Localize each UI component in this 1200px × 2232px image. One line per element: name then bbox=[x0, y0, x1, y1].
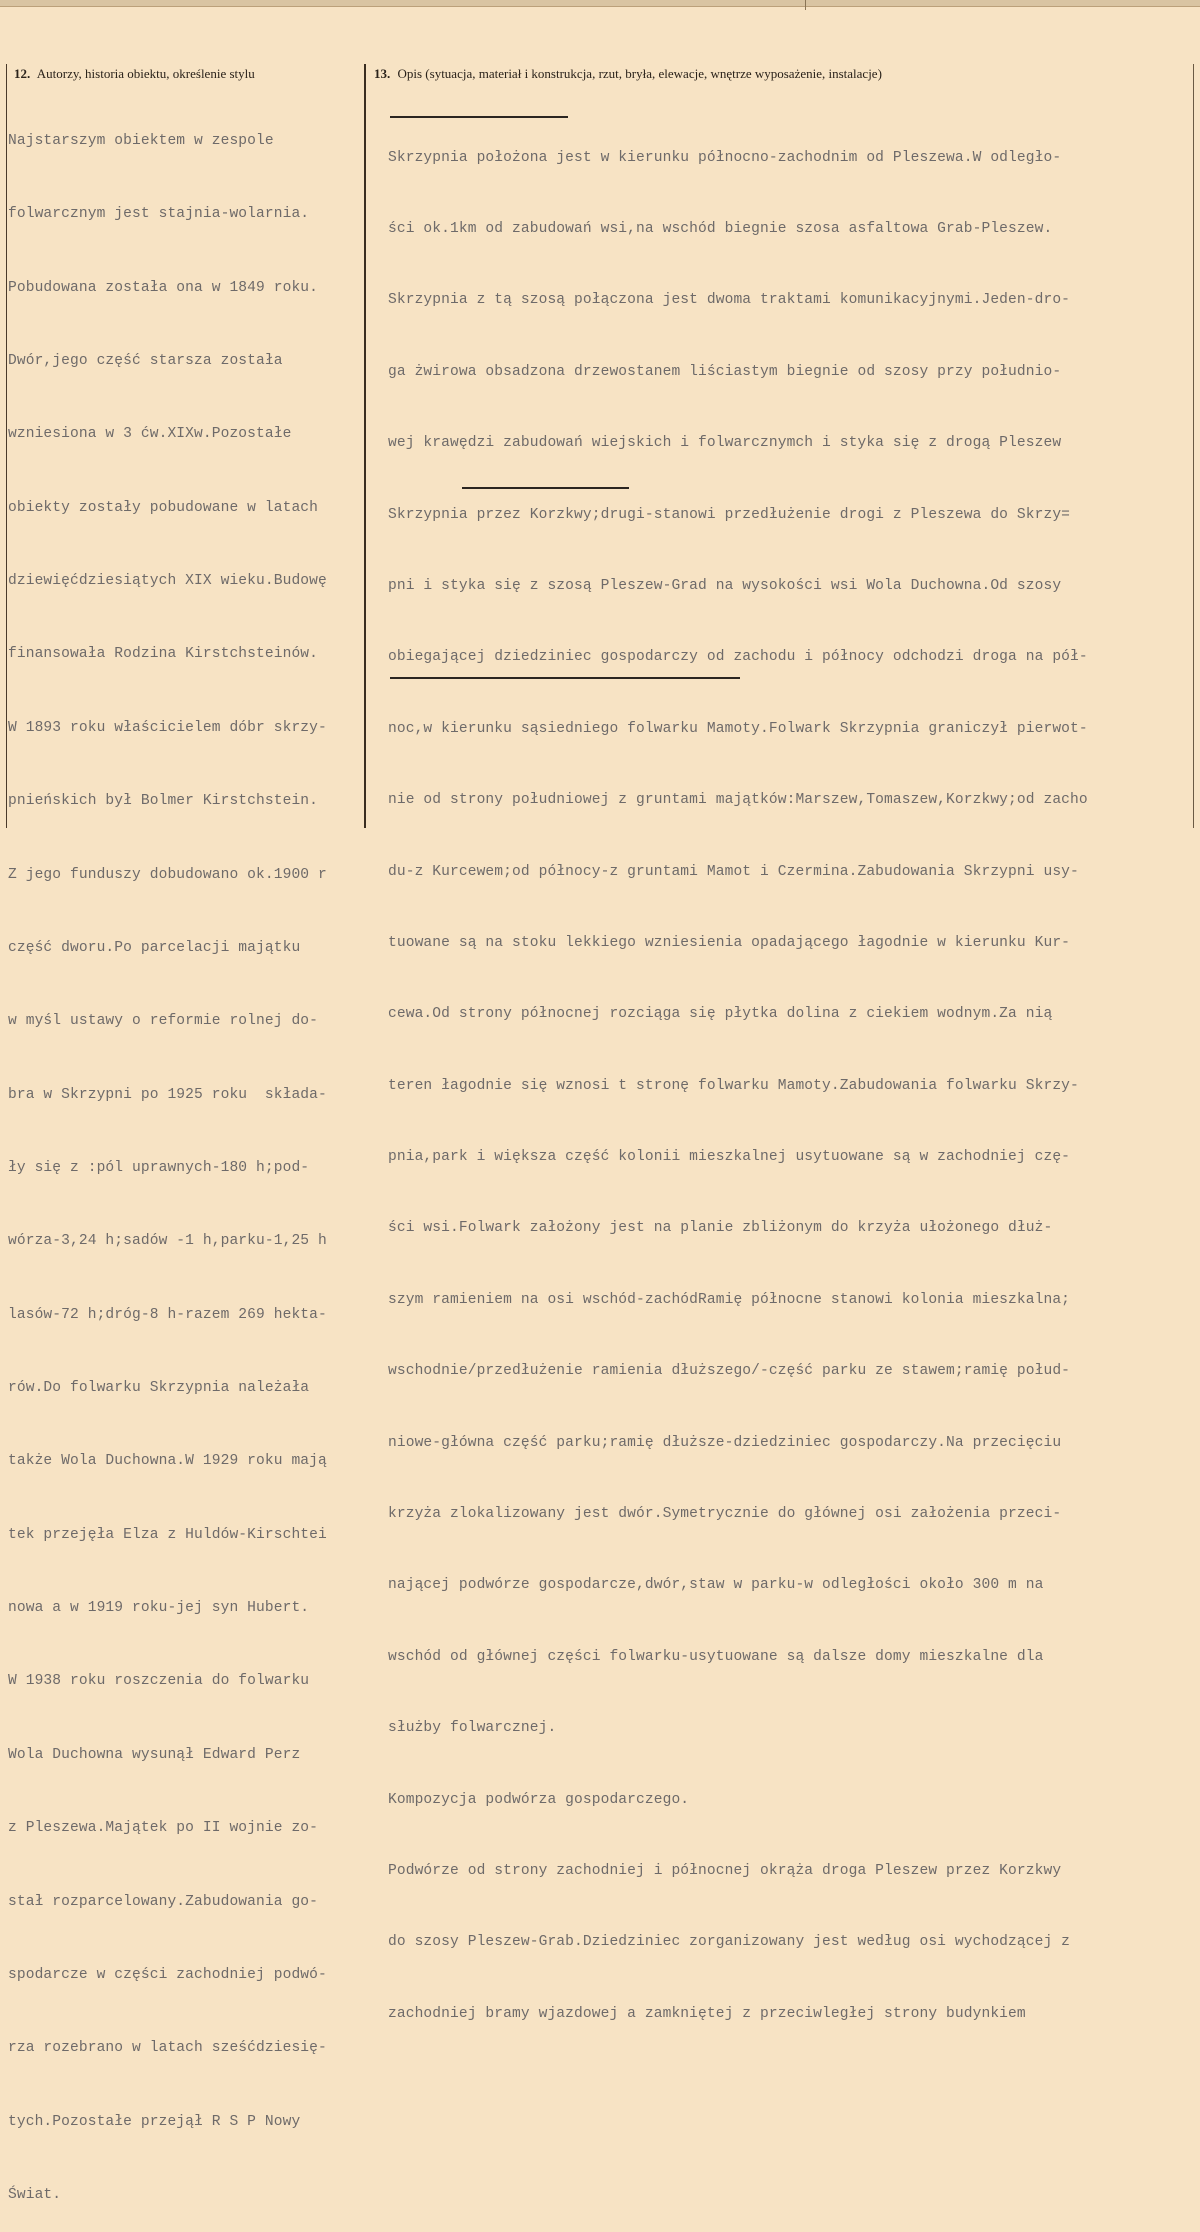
text-line: wórza-3,24 h;sadów -1 h,parku-1,25 h bbox=[8, 1233, 327, 1250]
text-line: ga żwirowa obsadzona drzewostanem liściastym biegnie od szosy przy południo- bbox=[388, 363, 1062, 380]
text-line: Wola Duchowna wysunął Edward Perz bbox=[8, 1746, 301, 1763]
text-line: Skrzypnia przez Korzkwy;drugi-stanowi przedłużenie drogi z Pleszewa do Skrzy= bbox=[388, 506, 1071, 523]
text-line: stał rozparcelowany.Zabudowania go- bbox=[8, 1893, 319, 1910]
text-line: nowa a w 1919 roku-jej syn Hubert. bbox=[8, 1600, 310, 1617]
text-line: W 1938 roku roszczenia do folwarku bbox=[8, 1673, 310, 1690]
text-line: także Wola Duchowna.W 1929 roku mają bbox=[8, 1453, 327, 1470]
text-line: Podwórze od strony zachodniej i północnej okrąża droga Pleszew przez Korzkwy bbox=[388, 1862, 1062, 1879]
text-line: Z jego funduszy dobudowano ok.1900 r bbox=[8, 866, 327, 883]
text-line: nającej podwórze gospodarcze,dwór,staw w parku-w odległości około 300 m na bbox=[388, 1577, 1044, 1594]
section-12-number: 12. bbox=[14, 66, 31, 81]
text-line: Dwór,jego część starsza została bbox=[8, 352, 283, 369]
text-line: w myśl ustawy o reformie rolnej do- bbox=[8, 1013, 319, 1030]
text-line: służby folwarcznej. bbox=[388, 1720, 557, 1737]
hand-underline bbox=[390, 116, 568, 118]
section-13-number: 13. bbox=[374, 66, 391, 81]
text-line: rza rozebrano w latach sześćdziesię- bbox=[8, 2040, 327, 2057]
text-line: cewa.Od strony północnej rozciąga się płytka dolina z ciekiem wodnym.Za nią bbox=[388, 1006, 1053, 1023]
text-line: Pobudowana została ona w 1849 roku. bbox=[8, 279, 319, 296]
text-line: W 1893 roku właścicielem dóbr skrzy- bbox=[8, 719, 327, 736]
text-line: z Pleszewa.Majątek po II wojnie zo- bbox=[8, 1820, 319, 1837]
text-line: wschód od głównej części folwarku-usytuowane są dalsze domy mieszkalne dla bbox=[388, 1648, 1044, 1665]
text-line: du-z Kurcewem;od północy-z gruntami Mamot i Czermina.Zabudowania Skrzypni usy- bbox=[388, 863, 1079, 880]
section-13-header bbox=[374, 66, 882, 82]
text-line: niowe-główna część parku;ramię dłuższe-dziedziniec gospodarczy.Na przecięciu bbox=[388, 1434, 1062, 1451]
section-13-typed-text bbox=[388, 99, 1088, 2050]
top-edge-tick bbox=[805, 0, 806, 10]
text-line: tych.Pozostałe przejął R S P Nowy bbox=[8, 2113, 301, 2130]
text-line: do szosy Pleszew-Grab.Dziedziniec zorganizowany jest według osi wychodzącej z bbox=[388, 1934, 1071, 1951]
section-12-typed-text bbox=[8, 80, 327, 2232]
hand-underline bbox=[462, 487, 629, 489]
text-line: tek przejęła Elza z Huldów-Kirschtei bbox=[8, 1526, 327, 1543]
section-13-title: Opis (sytuacja, materiał i konstrukcja, rzut, bryła, elewacje, wnętrze wyposażenie, instalacje) bbox=[397, 66, 882, 81]
text-line: ści ok.1km od zabudowań wsi,na wschód biegnie szosa asfaltowa Grab-Pleszew. bbox=[388, 220, 1053, 237]
text-line: Kompozycja podwórza gospodarczego. bbox=[388, 1791, 690, 1808]
text-line: bra w Skrzypni po 1925 roku składa- bbox=[8, 1086, 327, 1103]
text-line: finansowała Rodzina Kirstchsteinów. bbox=[8, 646, 319, 663]
left-frame-line bbox=[6, 64, 7, 828]
text-line: obiekty zostały pobudowane w latach bbox=[8, 499, 319, 516]
text-line: wschodnie/przedłużenie ramienia dłuższego/-część parku ze stawem;ramię połud- bbox=[388, 1363, 1071, 1380]
text-line: dziewięćdziesiątych XIX wieku.Budowę bbox=[8, 573, 327, 590]
text-line: ści wsi.Folwark założony jest na planie zbliżonym do krzyża ułożonego dłuż- bbox=[388, 1220, 1053, 1237]
text-line: wzniesiona w 3 ćw.XIXw.Pozostałe bbox=[8, 426, 292, 443]
text-line: rów.Do folwarku Skrzypnia należała bbox=[8, 1380, 310, 1397]
text-line: pnieńskich był Bolmer Kirstchstein. bbox=[8, 793, 319, 810]
text-line: krzyża zlokalizowany jest dwór.Symetrycznie do głównej osi założenia przeci- bbox=[388, 1506, 1062, 1523]
text-line: Najstarszym obiektem w zespole bbox=[8, 132, 274, 149]
text-line: Skrzypnia położona jest w kierunku północno-zachodnim od Pleszewa.W odległo- bbox=[388, 149, 1062, 166]
text-line: wej krawędzi zabudowań wiejskich i folwarcznymch i styka się z drogą Pleszew bbox=[388, 435, 1062, 452]
hand-underline bbox=[390, 677, 740, 679]
right-frame-line bbox=[1193, 64, 1194, 828]
text-line: ły się z :pól uprawnych-180 h;pod- bbox=[8, 1159, 310, 1176]
column-divider bbox=[364, 64, 366, 828]
text-line: teren łagodnie się wznosi t stronę folwarku Mamoty.Zabudowania folwarku Skrzy- bbox=[388, 1077, 1079, 1094]
text-line: pni i styka się z szosą Pleszew-Grad na wysokości wsi Wola Duchowna.Od szosy bbox=[388, 577, 1062, 594]
text-line: zachodniej bramy wjazdowej a zamkniętej z przeciwległej strony budynkiem bbox=[388, 2005, 1026, 2022]
text-line: lasów-72 h;dróg-8 h-razem 269 hekta- bbox=[8, 1306, 327, 1323]
text-line: noc,w kierunku sąsiedniego folwarku Mamoty.Folwark Skrzypnia graniczył pierwot- bbox=[388, 720, 1088, 737]
text-line: część dworu.Po parcelacji majątku bbox=[8, 939, 301, 956]
text-line: Świat. bbox=[8, 2186, 62, 2203]
text-line: pnia,park i większa część kolonii mieszkalnej usytuowane są w zachodniej czę- bbox=[388, 1149, 1071, 1166]
text-line: szym ramieniem na osi wschód-zachódRamię północne stanowi kolonia mieszkalna; bbox=[388, 1291, 1071, 1308]
text-line: folwarcznym jest stajnia-wolarnia. bbox=[8, 206, 310, 223]
text-line: spodarcze w części zachodniej podwó- bbox=[8, 1966, 327, 1983]
text-line: Skrzypnia z tą szosą połączona jest dwoma traktami komunikacyjnymi.Jeden-dro- bbox=[388, 292, 1071, 309]
text-line: tuowane są na stoku lekkiego wzniesienia opadającego łagodnie w kierunku Kur- bbox=[388, 934, 1071, 951]
text-line: nie od strony południowej z gruntami majątków:Marszew,Tomaszew,Korzkwy;od zacho bbox=[388, 792, 1088, 809]
section-12-title: Autorzy, historia obiektu, określenie stylu bbox=[36, 66, 255, 81]
text-line: obiegającej dziedziniec gospodarczy od zachodu i północy odchodzi droga na pół- bbox=[388, 649, 1088, 666]
top-edge-strip bbox=[0, 0, 1200, 7]
